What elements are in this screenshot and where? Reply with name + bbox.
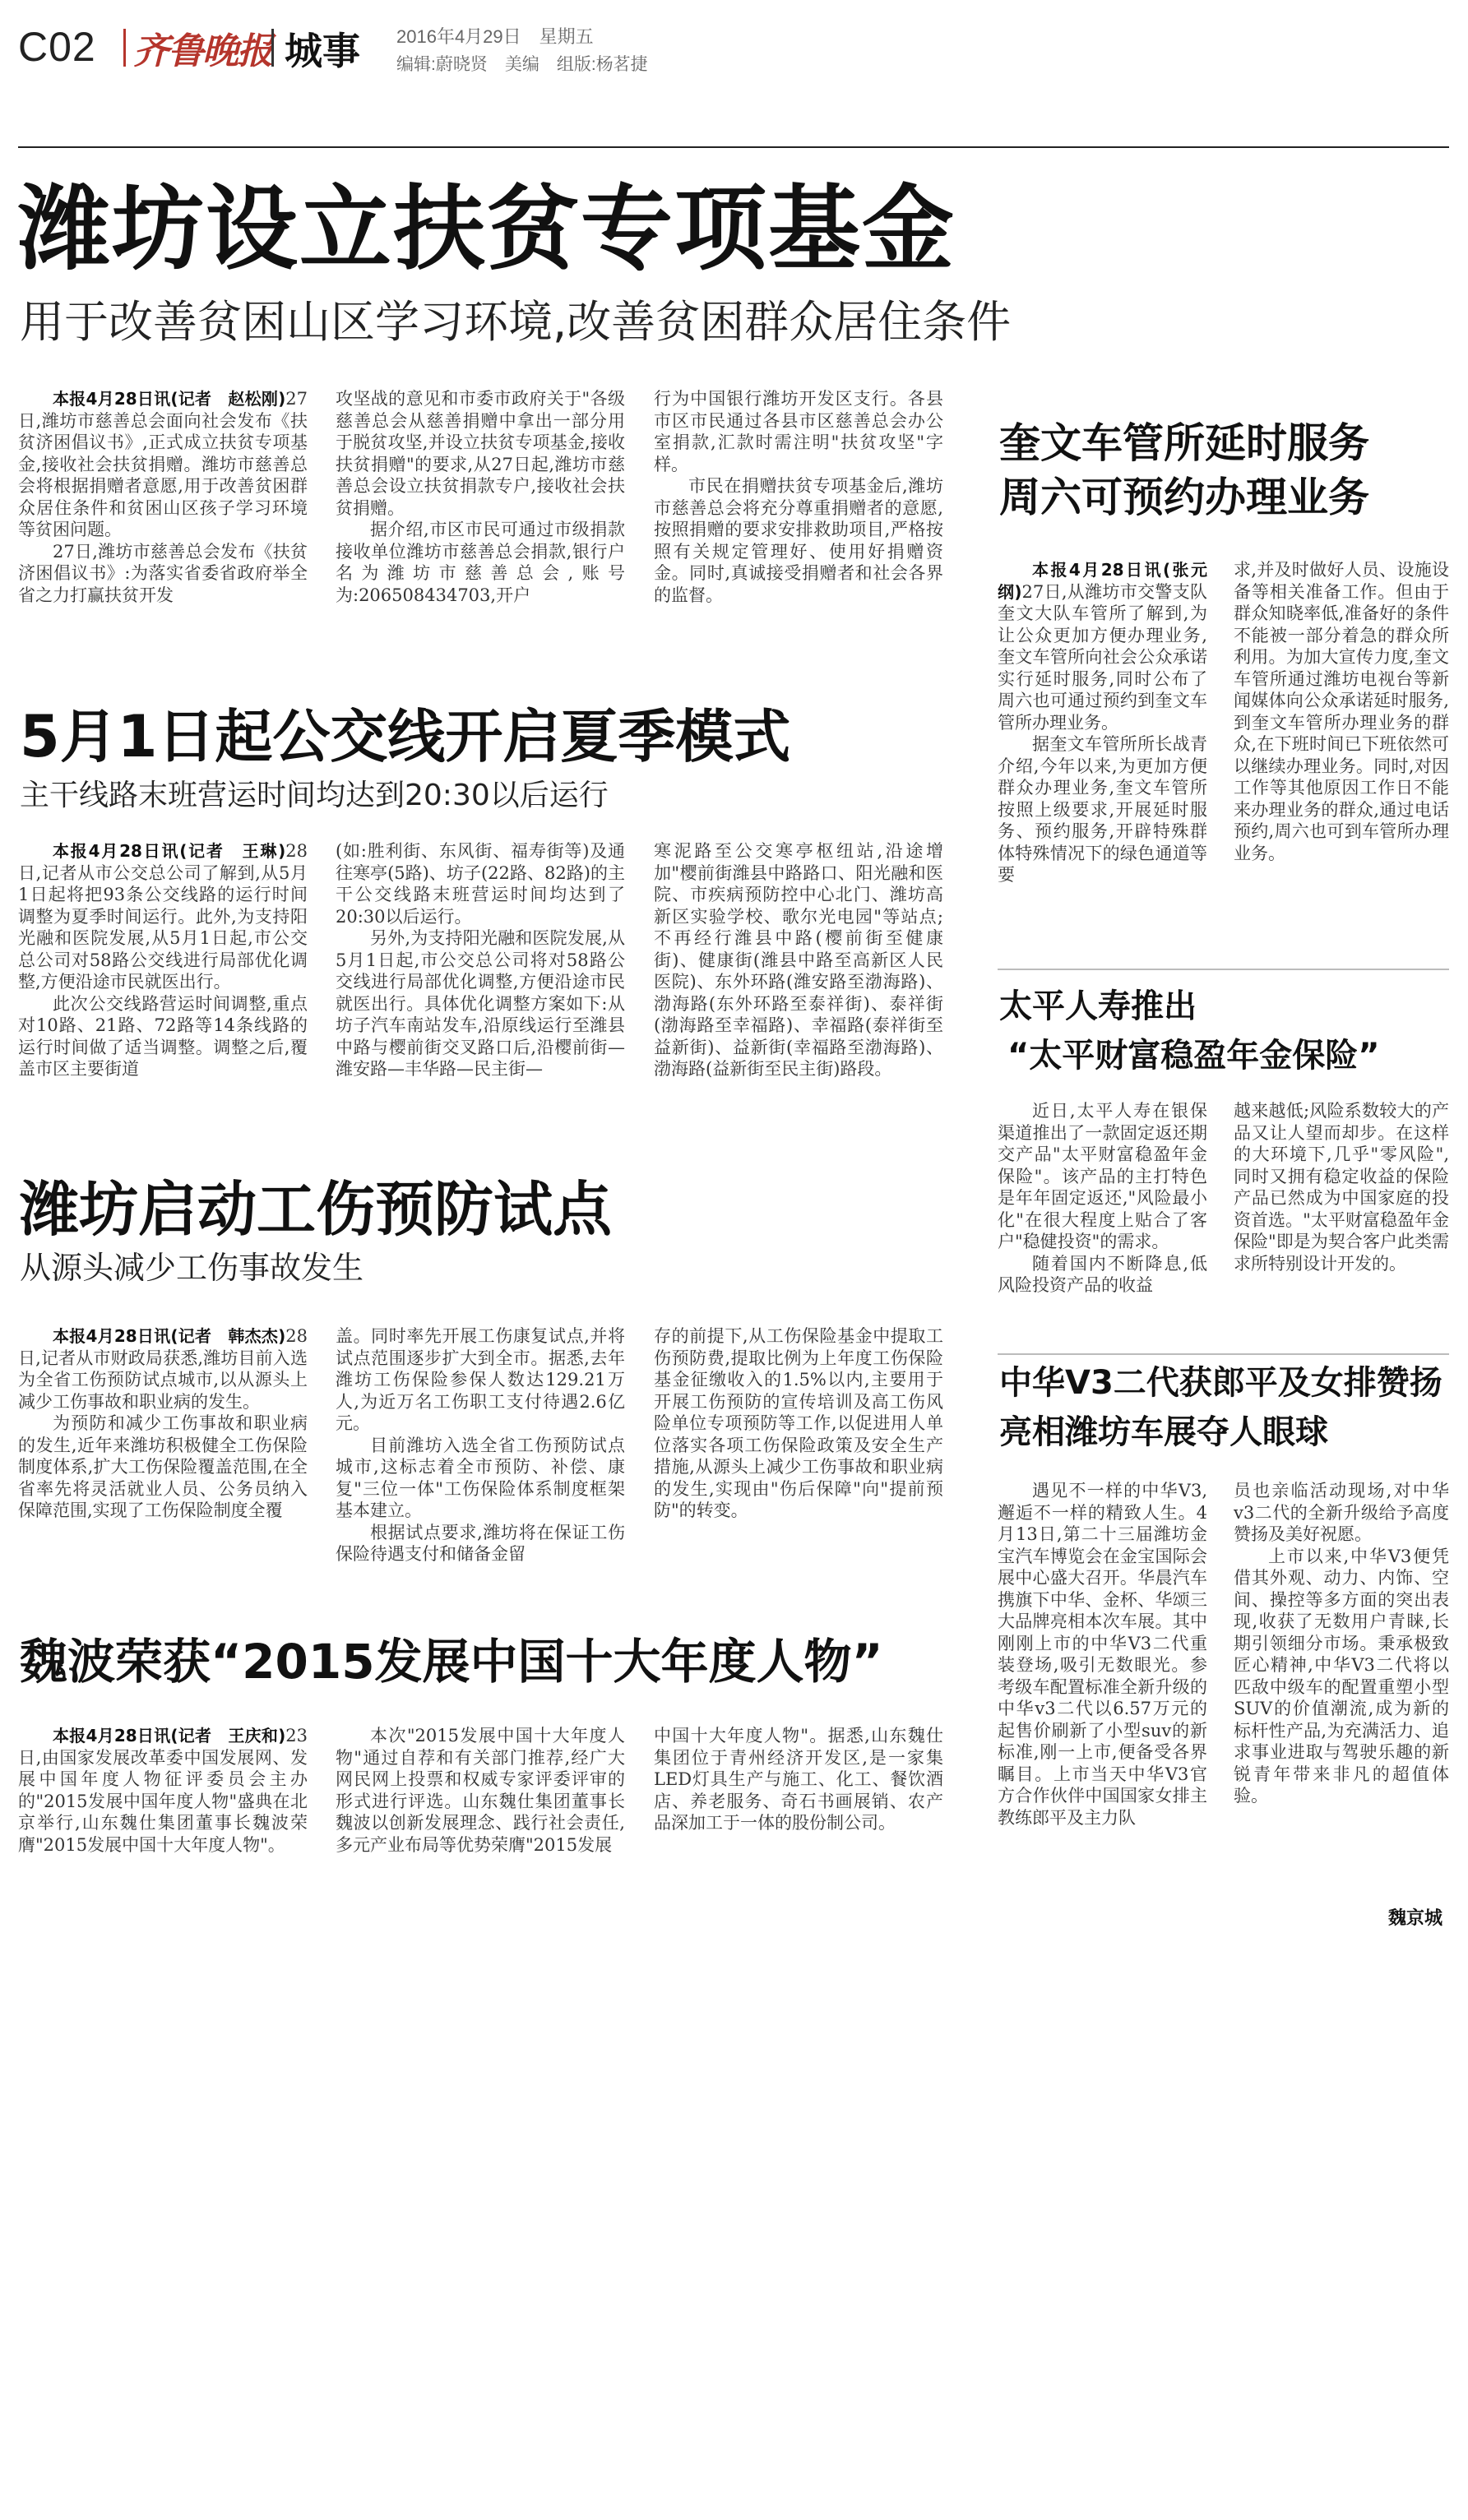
award-text-3: 中国十大年度人物"。据悉,山东魏仕集团位于青州经济开发区,是一家集LED灯具生产与施工、化工、餐饮酒店、养老服务、奇石书画展销、农产品深加工于一体的股份制公司。 xyxy=(654,1726,943,1833)
award-byline: 本报4月28日讯(记者 王庆和) xyxy=(53,1726,286,1746)
bus-column-1 xyxy=(18,840,308,1153)
injury-text-1: 28日,记者从市财政局获悉,潍坊目前入选为全省工伤预防试点城市,以从源头上减少工伤事故和职业病的发生。 xyxy=(18,1326,308,1412)
car-signature: 魏京城 xyxy=(1388,1908,1443,1929)
editor-credits: 编辑:蔚晓贤 美编 组版:杨茗捷 xyxy=(396,55,648,74)
insurance-column-1 xyxy=(998,1100,1207,1347)
dmv-text-2: 求,并及时做好人员、设施设备等相关准备工作。但由于群众知晓率低,准备好的条件不能被一部分着急的群众所利用。为加大宣传力度,奎文车管所通过潍坊电视台等新闻媒体向公众承诺延时服务,到奎文车管所办理业务的群众,在下班时间已下班依然可以继续办理业务。同时,对因工作等其他原因工作日不能来办理业务的群众,通过电话预约,周六也可到车管所办理业务。 xyxy=(1234,560,1449,863)
lead-headline: 潍坊设立扶贫专项基金 xyxy=(18,176,956,283)
insurance-text-1: 近日,太平人寿在银保渠道推出了一款固定返还期交产品"太平财富稳盈年金保险"。该产品的主打特色是年年固定返还,"风险最小化"在很大程度上贴合了客户"稳健投资"的需求。 xyxy=(998,1101,1207,1251)
header-rule xyxy=(18,146,1449,148)
section-divider xyxy=(998,969,1449,970)
injury-headline: 潍坊启动工伤预防试点 xyxy=(20,1175,613,1244)
bus-column-3 xyxy=(654,840,943,1153)
dmv-column-2 xyxy=(1234,559,1449,954)
lead-byline: 本报4月28日讯(记者 赵松刚) xyxy=(53,389,286,409)
award-headline: 魏波荣获“2015发展中国十大年度人物” xyxy=(20,1634,883,1690)
dmv-text-1: 27日,从潍坊市交警支队奎文大队车管所了解到,为让公众更加方便办理业务,奎文车管所向社会公众承诺实行延时服务,同时公布了周六也可通过预约到奎文车管所办理业务。 xyxy=(998,581,1207,733)
insurance-column-2 xyxy=(1234,1100,1449,1347)
lead-column-3 xyxy=(654,388,943,668)
lead-subheadline: 用于改善贫困山区学习环境,改善贫困群众居住条件 xyxy=(20,296,1012,348)
injury-text-2b: 目前潍坊入选全省工伤预防试点城市,这标志着全市预防、补偿、康复"三位一体"工伤保险体系制度框架基本建立。 xyxy=(336,1435,625,1520)
lead-text-1: 27日,潍坊市慈善总会面向社会发布《扶贫济困倡议书》,正式成立扶贫专项基金,接收社会扶贫捐赠。潍坊市慈善总会将根据捐赠者意愿,用于改善贫困群众居住条件和贫困山区孩子学习环境等贫困问题。 xyxy=(18,389,308,539)
injury-text-2c: 根据试点要求,潍坊将在保证工伤保险待遇支付和储备金留 xyxy=(336,1522,625,1564)
injury-text-2: 盖。同时率先开展工伤康复试点,并将试点范围逐步扩大到全市。据悉,去年潍坊工伤保险参保人数达129.21万人,为近万名工伤职工支付待遇2.6亿元。 xyxy=(336,1326,625,1433)
bus-subheadline: 主干线路末班营运时间均达到20:30以后运行 xyxy=(20,779,609,812)
bus-text-1b: 此次公交线路营运时间调整,重点对10路、21路、72路等14条线路的运行时间做了适当调整。调整之后,覆盖市区主要街道 xyxy=(18,993,308,1079)
bus-text-1: 28日,记者从市公交总公司了解到,从5月1日起将把93条公交线路的运行时间调整为夏季时间运行。此外,为支持阳光融和医院发展,从5月1日起,市公交总公司对58路公交线进行局部优化调整,方便沿途市民就医出行。 xyxy=(18,841,308,992)
insurance-text-2: 越来越低;风险系数较大的产品又让人望而却步。在这样的大环境下,几乎"零风险",同时又拥有稳定收益的保险产品已然成为中国家庭的投资首选。"太平财富稳盈年金保险"即是为契合客户此类需求所特别设计开发的。 xyxy=(1234,1101,1449,1274)
newspaper-logo: 齐鲁晚报 xyxy=(133,30,271,72)
insurance-headline-line2: “太平财富稳盈年金保险” xyxy=(1007,1037,1380,1075)
lead-text-3: 行为中国银行潍坊开发区支行。各县市区市民通过各县市区慈善总会办公室捐款,汇款时需注明"扶贫攻坚"字样。 xyxy=(654,389,943,474)
car-text-2: 员也亲临活动现场,对中华v3二代的全新升级给予高度赞扬及美好祝愿。 xyxy=(1234,1481,1449,1544)
award-column-3 xyxy=(654,1725,943,1939)
issue-date: 2016年4月29日 星期五 xyxy=(396,26,594,47)
dmv-text-1b: 据奎文车管所所长战青介绍,今年以来,为更加方便群众办理业务,奎文车管所按照上级要求,开展延时服务、预约服务,开辟特殊群体特殊情况下的绿色通道等要 xyxy=(998,734,1207,885)
section-divider-2 xyxy=(998,1353,1449,1355)
bus-headline: 5月1日起公交线开启夏季模式 xyxy=(20,703,791,770)
bus-text-2: (如:胜利街、东风街、福寿街等)及通往寒亭(5路)、坊子(22路、82路)的主干公交线路末班营运时间均达到了20:30以后运行。 xyxy=(336,841,625,927)
award-column-2 xyxy=(336,1725,625,1939)
section-title: 城事 xyxy=(285,29,360,73)
car-column-1 xyxy=(998,1480,1207,1928)
car-headline-line2: 亮相潍坊车展夺人眼球 xyxy=(999,1413,1328,1451)
lead-column-2 xyxy=(336,388,625,668)
bus-text-3: 寒泥路至公交寒亭枢纽站,沿途增加"樱前街潍县中路路口、阳光融和医院、市疾病预防控中心北门、潍坊高新区实验学校、歌尔光电园"等站点;不再经行潍县中路(樱前街至健康街)、健康街(潍县中路至高新区人民医院)、东外环路(潍安路至渤海路)、渤海路(东外环路至泰祥街)、泰祥街(渤海路至幸福路)、幸福路(泰祥街至益新街)、益新街(幸福路至渤海路)、渤海路(益新街至民主街)路段。 xyxy=(654,841,943,1079)
car-headline-line1: 中华V3二代获郎平及女排赞扬 xyxy=(999,1364,1443,1402)
bus-column-2 xyxy=(336,840,625,1153)
award-text-1: 23日,由国家发展改革委中国发展网、发展中国年度人物征评委员会主办的"2015发展中国年度人物"盛典在北京举行,山东魏仕集团董事长魏波荣膺"2015发展中国十大年度人物"。 xyxy=(18,1726,308,1855)
lead-text-3b: 市民在捐赠扶贫专项基金后,潍坊市慈善总会将充分尊重捐赠者的意愿,按照捐赠的要求安排救助项目,严格按照有关规定管理好、使用好捐赠资金。同时,真诚接受捐赠者和社会各界的监督。 xyxy=(654,476,943,605)
lead-column-1 xyxy=(18,388,308,668)
insurance-headline-line1: 太平人寿推出 xyxy=(999,987,1197,1025)
dmv-headline-line1: 奎文车管所延时服务 xyxy=(999,419,1369,467)
injury-text-1b: 为预防和减少工伤事故和职业病的发生,近年来潍坊积极健全工伤保险制度体系,扩大工伤保险覆盖范围,在全省率先将灵活就业人员、公务员纳入保障范围,实现了工伤保险制度全覆 xyxy=(18,1413,308,1520)
bus-text-2b: 另外,为支持阳光融和医院发展,从5月1日起,市公交总公司将对58路公交线进行局部优化调整,方便沿途市民就医出行。具体优化调整方案如下:从坊子汽车南站发车,沿原线运行至潍县中路与樱前街交叉路口后,沿樱前街—潍安路—丰华路—民主街— xyxy=(336,928,625,1079)
dmv-byline: 本报4月28日讯(张元纲) xyxy=(998,560,1207,602)
award-column-1 xyxy=(18,1725,308,1939)
injury-subheadline: 从源头减少工伤事故发生 xyxy=(20,1250,364,1286)
lead-text-2b: 据介绍,市区市民可通过市级捐款接收单位潍坊市慈善总会捐款,银行户名为潍坊市慈善总会,账号为:206508434703,开户 xyxy=(336,520,625,605)
car-text-2b: 上市以来,中华V3便凭借其外观、动力、内饰、空间、操控等多方面的突出表现,收获了无数用户青睐,长期引领细分市场。秉承极致匠心精神,中华V3二代将以匹敌中级车的配置重塑小型SUV的价值潮流,成为新的标杆性产品,为充满活力、追求事业进取与驾驶乐趣的新锐青年带来非凡的超值体验。 xyxy=(1234,1546,1449,1806)
header-divider xyxy=(123,29,126,67)
lead-text-2: 攻坚战的意见和市委市政府关于"各级慈善总会从慈善捐赠中拿出一部分用于脱贫攻坚,并设立扶贫专项基金,接收扶贫捐赠"的要求,从27日起,潍坊市慈善总会设立扶贫捐款专户,接收社会扶贫捐赠。 xyxy=(336,389,625,518)
header-divider-2 xyxy=(271,29,274,67)
dmv-column-1 xyxy=(998,559,1207,954)
lead-text-1b: 27日,潍坊市慈善总会发布《扶贫济困倡议书》:为落实省委省政府举全省之力打赢扶贫开发 xyxy=(18,541,308,605)
car-text-1: 遇见不一样的中华V3,邂逅不一样的精致人生。4月13日,第二十三届潍坊金宝汽车博览会在金宝国际会展中心盛大召开。华晨汽车携旗下中华、金杯、华颂三大品牌亮相本次车展。其中刚刚上市的中华V3二代重装登场,吸引无数眼光。参考级车配置标准全新升级的中华v3二代以6.57万元的起售价刷新了小型suv的新标准,刚一上市,便备受各界瞩目。上市当天中华V3官方合作伙伴中国国家女排主教练郎平及主力队 xyxy=(998,1481,1207,1828)
injury-text-3: 存的前提下,从工伤保险基金中提取工伤预防费,提取比例为上年度工伤保险基金征缴收入的1.5%以内,主要用于开展工伤预防的宣传培训及高工伤风险单位专项预防等工作,以促进用人单位落实各项工伤保险政策及安全生产措施,从源头上减少工伤事故和职业病的发生,实现由"伤后保障"向"提前预防"的转变。 xyxy=(654,1326,943,1520)
bus-byline: 本报4月28日讯(记者 王琳) xyxy=(53,841,286,861)
award-text-2: 本次"2015发展中国十大年度人物"通过自荐和有关部门推荐,经广大网民网上投票和权威专家评委评审的形式进行评选。山东魏仕集团董事长魏波以创新发展理念、践行社会责任,多元产业布局等优势荣膺"2015发展 xyxy=(336,1726,625,1855)
car-column-2 xyxy=(1234,1480,1449,1895)
injury-column-2 xyxy=(336,1325,625,1621)
injury-column-3 xyxy=(654,1325,943,1621)
injury-column-1 xyxy=(18,1325,308,1621)
dmv-headline-line2: 周六可预约办理业务 xyxy=(999,474,1369,521)
injury-byline: 本报4月28日讯(记者 韩杰杰) xyxy=(53,1326,286,1346)
page-number: C02 xyxy=(18,24,96,70)
insurance-text-1b: 随着国内不断降息,低风险投资产品的收益 xyxy=(998,1253,1207,1295)
